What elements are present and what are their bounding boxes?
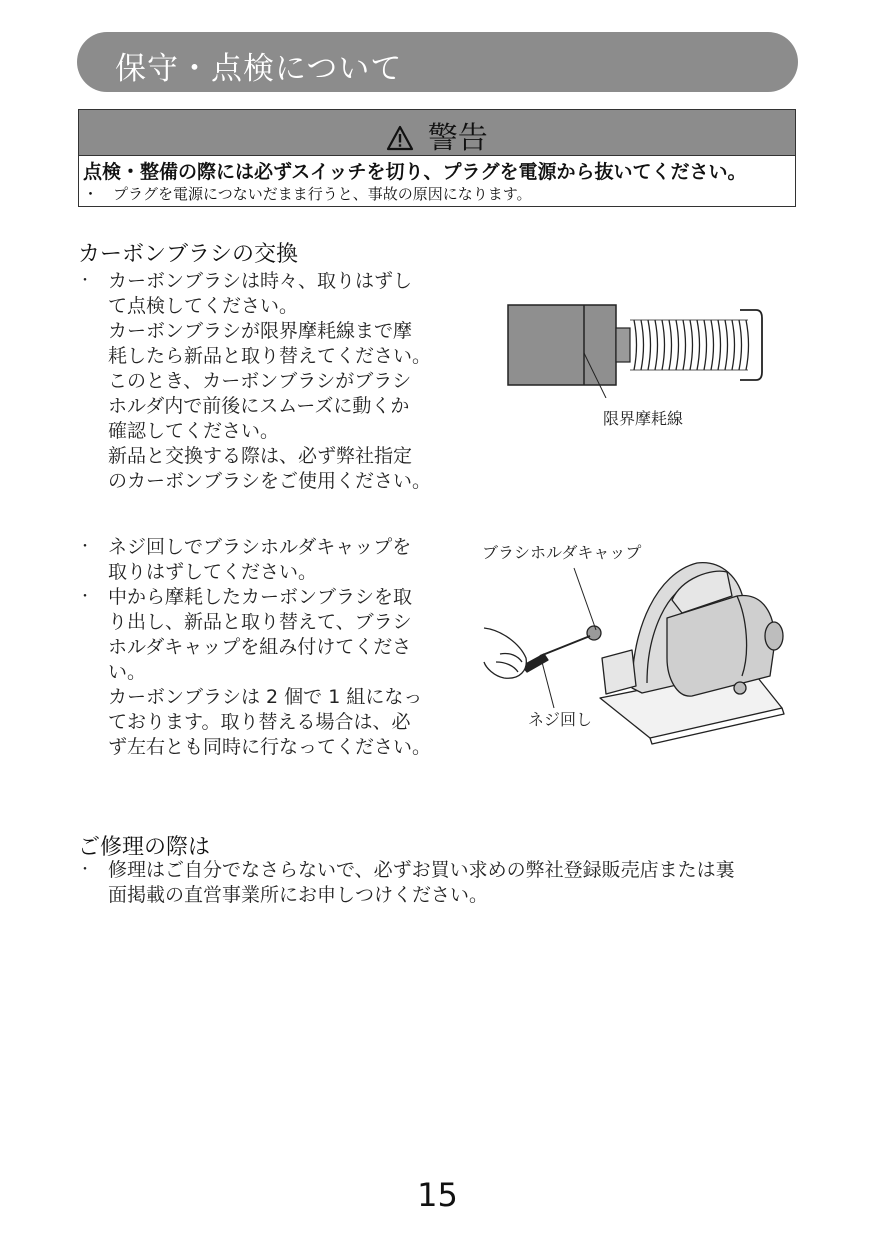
text-line: ず左右とも同時に行なってください。 — [108, 736, 432, 758]
brush-holder-cap-label: ブラシホルダキャップ — [482, 543, 642, 562]
text-line: ・ 修理はご自分でなさらないで、必ずお買い求めの弊社登録販売店または裏 — [108, 859, 735, 881]
circular-saw-illustration — [482, 558, 792, 748]
warning-heading: 警告 — [427, 121, 488, 156]
text-line: ホルダキャップを組み付けてくださ — [108, 636, 412, 658]
page-number: 15 — [417, 1176, 458, 1214]
text-line: ております。取り替える場合は、必 — [108, 711, 411, 733]
bullet-dot: ・ — [83, 185, 99, 203]
section-title-bar — [77, 32, 798, 92]
list-item — [78, 858, 735, 908]
warning-triangle-icon — [386, 121, 428, 156]
text-line: のカーボンブラシをご使用ください。 — [108, 470, 432, 492]
text-line: カーボンブラシは 2 個で 1 組になっ — [108, 686, 423, 708]
text-line: 耗したら新品と取り替えてください。 — [108, 345, 432, 367]
carbon-brush-heading: カーボンブラシの交換 — [78, 242, 299, 267]
list-item — [78, 535, 431, 585]
carbon-brush-illustration — [500, 298, 770, 398]
repair-list — [78, 858, 735, 908]
text-line: カーボンブラシが限界摩耗線まで摩 — [108, 320, 413, 342]
wear-limit-label: 限界摩耗線 — [603, 409, 684, 428]
warning-header — [79, 110, 795, 156]
text-line: ・ カーボンブラシは時々、取りはずし — [108, 270, 413, 292]
text-line: 新品と交換する際は、必ず弊社指定 — [108, 445, 413, 467]
text-line: り出し、新品と取り替えて、ブラシ — [108, 611, 412, 633]
list-item — [78, 269, 431, 494]
text-line: 面掲載の直営事業所にお申しつけください。 — [108, 884, 489, 906]
warning-box — [78, 109, 796, 207]
page-title: 保守・点検について — [115, 51, 403, 87]
carbon-brush-list-1 — [78, 269, 431, 494]
text-line: ・ 中から摩耗したカーボンブラシを取 — [108, 586, 413, 608]
warning-sub-text-row — [83, 183, 532, 204]
text-line: ・ ネジ回しでブラシホルダキャップを — [108, 536, 412, 558]
warning-main-text: 点検・整備の際には必ずスイッチを切り、プラグを電源から抜いてください。 — [83, 161, 747, 183]
text-line: て点検してください。 — [108, 295, 299, 317]
list-item — [78, 585, 431, 760]
screwdriver-label: ネジ回し — [528, 710, 593, 729]
text-line: 取りはずしてください。 — [108, 561, 318, 583]
repair-heading: ご修理の際は — [78, 835, 211, 860]
text-line: い。 — [108, 661, 147, 683]
text-line: 確認してください。 — [108, 420, 280, 442]
text-line: ホルダ内で前後にスムーズに動くか — [108, 395, 410, 417]
carbon-brush-list-2 — [78, 535, 431, 760]
text-line: このとき、カーボンブラシがブラシ — [108, 370, 412, 392]
warning-sub-text: プラグを電源につないだまま行うと、事故の原因になります。 — [113, 185, 532, 203]
